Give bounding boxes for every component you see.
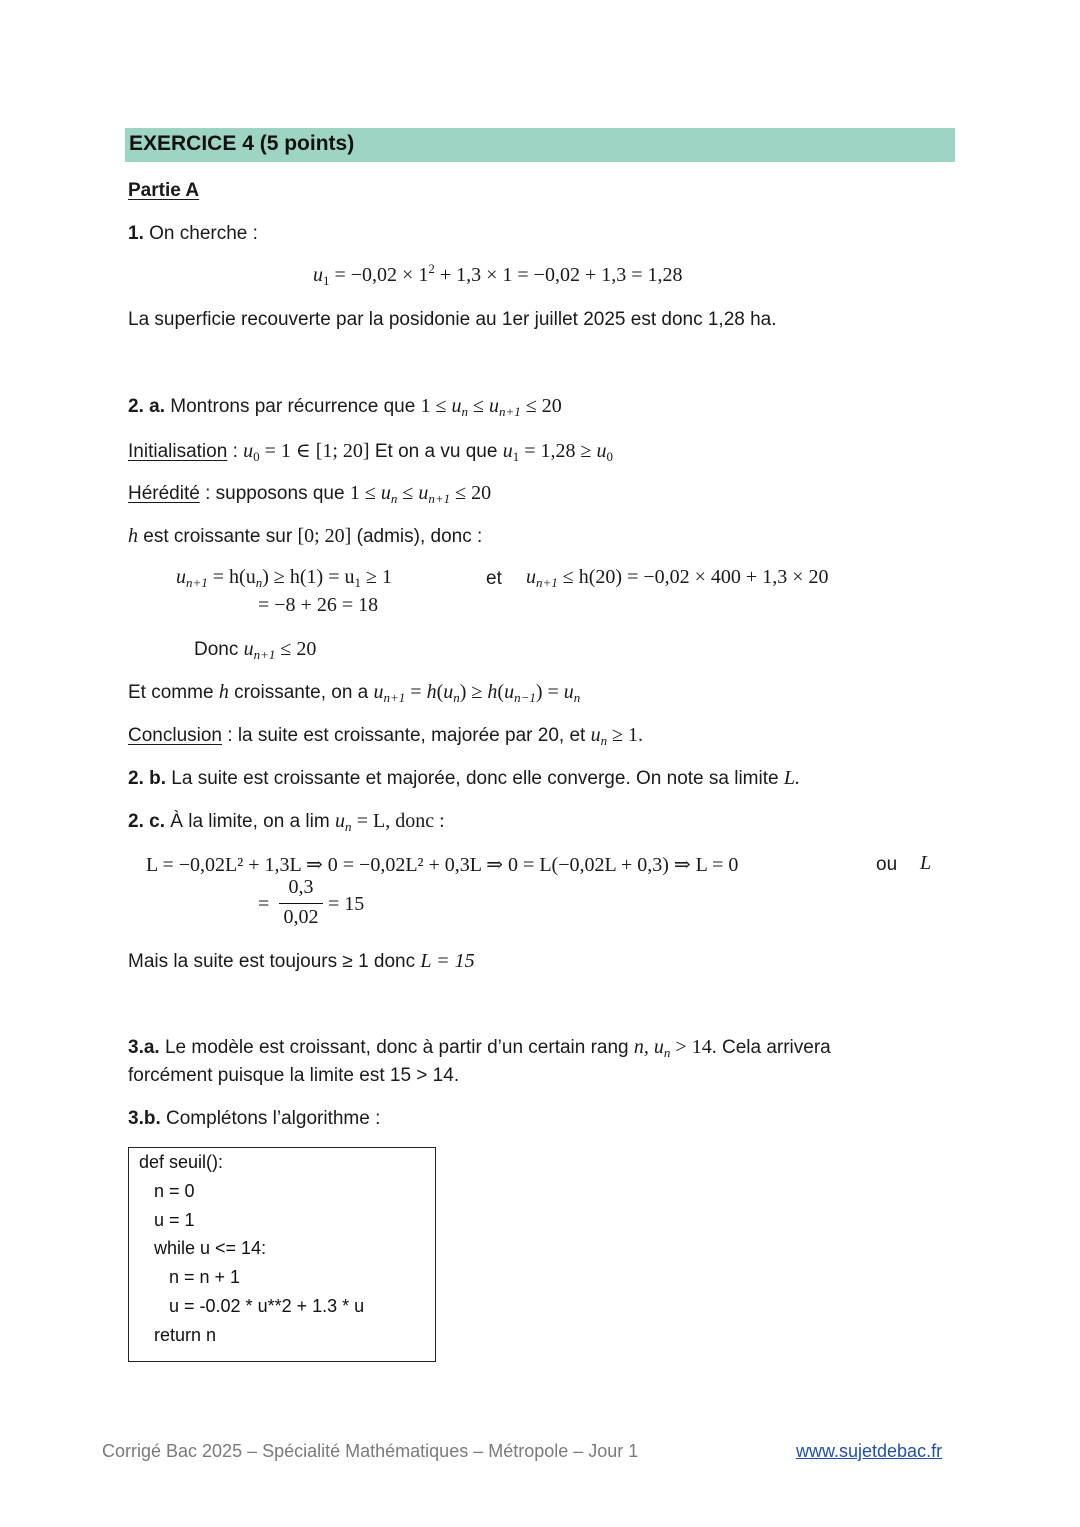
q2a-conclusion: Conclusion : la suite est croissante, majorée par 20, et $u_n \ge 1$. [128,724,644,748]
q1-intro: 1. On cherche : [128,223,258,244]
footer-caption: Corrigé Bac 2025 – Spécialité Mathématiques – Métropole – Jour 1 [102,1441,639,1461]
code-line: u = 1 [139,1210,195,1230]
q2c-L: L [920,852,932,874]
q2c-final: Mais la suite est toujours ≥ 1 donc L = 15 [128,950,475,972]
q2c-fraction-num: 0,3 [288,876,314,898]
q2b: 2. b. La suite est croissante et majorée, donc elle converge. On note sa limite L. [128,767,800,789]
code-line: def seuil(): [139,1152,224,1172]
algorithm-code-box [128,1147,436,1362]
q2a-et: et [486,568,502,589]
footer-site-link[interactable]: www.sujetdebac.fr [796,1441,943,1461]
code-line: while u <= 14: [139,1238,267,1258]
q2c-intro: 2. c. À la limite, on a $\lim u_n = L$, donc : [128,810,445,834]
code-line: n = n + 1 [139,1267,241,1287]
q2a-math-line1b: $u_{n+1} \le h(20) = -0,02 \times 400 + 1,3 \times 20$ [526,566,829,590]
q2a-math-line2: = −8 + 26 = 18 [258,594,379,616]
exercise-header [125,128,955,162]
code-line: n = 0 [139,1181,195,1201]
q2a-initialisation: Initialisation : $u_0 = 1$ ∈ [1; 20] Et on a vu que $u_1 = 1,28 \ge u_0$ [128,440,613,464]
q3b-intro: 3.b. Complétons l’algorithme : [128,1108,381,1129]
q2c-fraction-den: 0,02 [283,906,319,928]
q2a-math-line1: $u_{n+1} = h(u_n) \ge h(1) = u_1 \ge 1$ [176,566,392,590]
q2a-donc: Donc $u_{n+1} \le 20$ [194,638,317,662]
q1-equation: $u_1 = -0,02 \times 1^2 + 1,3 \times 1 = -0,02 + 1,3 = 1,28$ [313,261,683,288]
q2c-equation-1: L = −0,02L² + 1,3L ⇒ 0 = −0,02L² + 0,3L ⇒ 0 = L(−0,02L + 0,3) ⇒ L = 0 [146,854,739,876]
q2c-fraction-bar [279,903,323,904]
exercise-title: EXERCICE 4 (5 points) [129,132,355,155]
q3a-line1: 3.a. Le modèle est croissant, donc à partir d’un certain rang n, $u_n > 14$. Cela arrivera [128,1036,831,1060]
q2a-et-comme: Et comme h croissante, on a $u_{n+1} = h(u_n) \ge h(u_{n-1}) = u_n$ [128,681,581,705]
q2a-h-line: h est croissante sur [0; 20] (admis), donc : [128,525,483,547]
q2a-statement: 2. a. Montrons par récurrence que $1 \le u_n \le u_{n+1} \le 20$ [128,395,562,419]
code-line: return n [139,1325,217,1345]
q3a-line2: forcément puisque la limite est 15 > 14. [128,1065,460,1086]
q1-conclusion: La superficie recouverte par la posidonie au 1er juillet 2025 est donc 1,28 ha. [128,309,777,330]
q2a-heredite: Hérédité : supposons que $1 \le u_n \le u_{n+1} \le 20$ [128,482,492,506]
part-title: Partie A [128,180,200,201]
q2c-ou: ou [876,854,898,875]
code-line: u = -0.02 * u**2 + 1.3 * u [139,1296,365,1316]
q2c-eq-sign: = [258,893,270,915]
q2c-result: = 15 [328,893,365,915]
